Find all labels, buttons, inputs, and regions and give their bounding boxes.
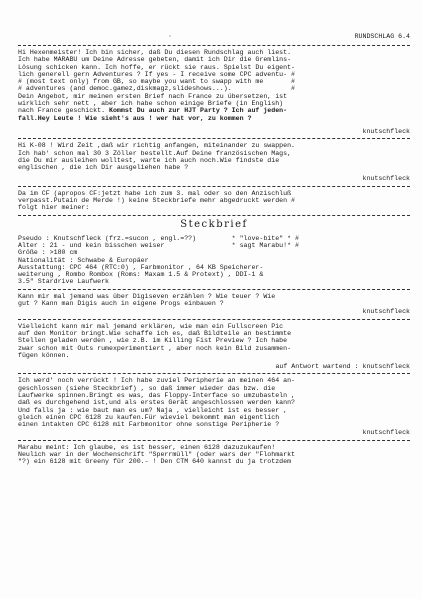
- text-line: gut ? Kann man Digis auch in eigene Progs einbauen ?: [18, 300, 224, 308]
- text-line: Ausstattung: CPC 464 (RTC:0) , Farbmonitor , 64 KB Speicherer-: [18, 263, 264, 271]
- signature: knutschfleck: [362, 175, 410, 183]
- separator-line: [18, 215, 410, 216]
- text-line: daß es durchgehend ist,und als erstes Gerät angeschlossen werden kann?: [18, 399, 295, 407]
- text-line: Hi K-08 ! Wird Zeit ,daß wir richtig anfangen, miteinander zu swappen.: [18, 142, 295, 150]
- text-line: die Du mir ausleihen wolltest, warte ich auch noch.Wie findste die: [18, 156, 280, 164]
- text-line: 3.5" Stardrive Laufwerk: [18, 278, 110, 286]
- text-line: [18, 107, 410, 114]
- text-line: Lösung schicken kann. Ich hoffe, er rückt sie raus. Spielst Du eigent-: [18, 63, 295, 71]
- steckbrief: [18, 219, 410, 286]
- text-line: Und falls ja : wie baut man es um? Naja , vielleicht ist es besser ,: [18, 406, 288, 414]
- page-title: RUNDSCHLAG 6.4: [354, 33, 410, 40]
- text-line: weiterung , Rombo Rombox (Roms: Maxam 1.5 & Protext) , DDI-1 &: [18, 271, 264, 279]
- question-digiseven: [18, 293, 410, 316]
- text-line: geschlossen (siehe Steckbrief) , so daß immer wieder das bzw. die: [18, 384, 276, 392]
- marabu-reply: [18, 444, 410, 466]
- text-segment: nach France geschickt.: [18, 107, 106, 115]
- text-line: auf den Monitor bringt.Wie schaffe ich es, daß Bildteile an bestimmte: [18, 329, 292, 337]
- text-line: "?) ein 6128 mit Greeny für 200.- ! Den CTM 640 kannst du ja trotzdem: [18, 458, 292, 466]
- text-line: fügen können.: [18, 351, 70, 359]
- letter-k08: [18, 142, 410, 182]
- text-line: Kann mir mal jemand was über Digiseven erzählen ? Wie teuer ? Wie: [18, 292, 276, 300]
- steckbrief-title: Steckbrief: [180, 218, 248, 230]
- text-line: zwar schon mit Outs rumexperimentiert , aber noch kein Bild zusammen-: [18, 344, 292, 352]
- text-line: englischen , die ich Dir ausgeliehen habe ?: [18, 164, 189, 172]
- signature: knutschfleck: [362, 308, 410, 316]
- text-line: wirklich sehr nett , aber ich habe schon einige Briefe (in English): [18, 100, 284, 108]
- question-peripherie: [18, 377, 410, 436]
- text-line: verpasst.Putain de Merde !) keine Steckbriefe mehr abgedruckt werden #: [18, 197, 295, 205]
- question-fullscreen: [18, 323, 410, 371]
- separator-line: [18, 45, 410, 46]
- text-line: Alter : 21 - und kein bisschen weiser * sagt Marabu!* #: [18, 241, 299, 249]
- text-line: Dein Angebot, mir meinen ersten Brief nach France zu übersetzen, ist: [18, 92, 288, 100]
- text-line: Ich habe MARABU um Deine Adresse gebeten, damit ich Dir die Gremlins-: [18, 56, 292, 64]
- header-dot: ·: [168, 33, 172, 40]
- document-content: [18, 6, 410, 466]
- separator-line: [18, 319, 410, 320]
- page-header: [18, 33, 410, 42]
- text-line: # (most text only) from GB, so maybe you want to swapp with me #: [18, 78, 295, 86]
- text-line: Stellen geladen werden , wie z.B. im Killing Fist Preview ? Ich habe: [18, 337, 288, 345]
- text-line: lich generell gern Adventures ? If yes - I receive some CPC adventu- #: [18, 70, 295, 78]
- separator-line: [18, 138, 410, 139]
- text-line: Ich werd' noch verrückt ! Ich habe zuviel Peripherie an meinen 464 an-: [18, 377, 295, 385]
- text-line: Da im CF (apropos CF:jetzt habe ich zum 3. mal oder so den Anzischluß: [18, 189, 292, 197]
- letter-hexenmeister: [18, 49, 410, 135]
- bold-text-line: fall.Hey Leute ! Wie sieht's aus ! wer hat vor, zu kommen ?: [18, 114, 252, 122]
- text-line: Nationalität : Schwabe & Europäer: [18, 256, 149, 264]
- text-line: Neulich war in der Wochenschrift "Sperrmüll" (oder wars der "Flohmarkt: [18, 451, 295, 459]
- separator-line: [18, 186, 410, 187]
- separator-line: [18, 289, 410, 290]
- separator-line: [18, 373, 410, 374]
- text-line: Hi Hexenmeister! Ich bin sicher, daß Du diesen Rundschlag auch liest.: [18, 49, 292, 56]
- separator-line: [18, 440, 410, 441]
- text-line: Ich hab' schon mal 30 3 Zöller bestellt.Auf Deine französischen Mags,: [18, 149, 292, 157]
- text-line: Marabu meint: Ich glaube, es ist besser, einen 6128 dazuzukaufen!: [18, 443, 276, 451]
- bold-text-segment: Kommst Du auch zur HJT Party ? Ich auf jeden-: [105, 107, 288, 115]
- text-line: folgt hier meiner:: [18, 204, 90, 212]
- text-line: Größe : >180 cm: [18, 249, 78, 257]
- text-line: gleich einen CPC 6128 zu kaufen.Für wieviel bekommt man eigentlich: [18, 413, 280, 421]
- text-line: # adventures (and democ.gamez,diskmagz,slideshows...). #: [18, 85, 295, 93]
- intro-steckbrief: [18, 190, 410, 212]
- text-line: Vielleicht kann mir mal jemand erklären, wie man ein Fullscreen Pic: [18, 322, 284, 330]
- signature: auf Antwort wartend : knutschfleck: [275, 363, 410, 371]
- signature: knutschfleck: [362, 127, 410, 135]
- text-line: einen intakten CPC 6128 mit Farbmonitor ohne sonstige Peripherie ?: [18, 421, 280, 429]
- text-line: Laufwerke spinnen.Bringt es was, das Floppy-Interface so umzubasteln ,: [18, 391, 295, 399]
- signature: knutschfleck: [362, 429, 410, 437]
- text-line: Pseudo : Knutschfleck (frz.=sucon , engl.=??) * "love-bite" * #: [18, 234, 299, 242]
